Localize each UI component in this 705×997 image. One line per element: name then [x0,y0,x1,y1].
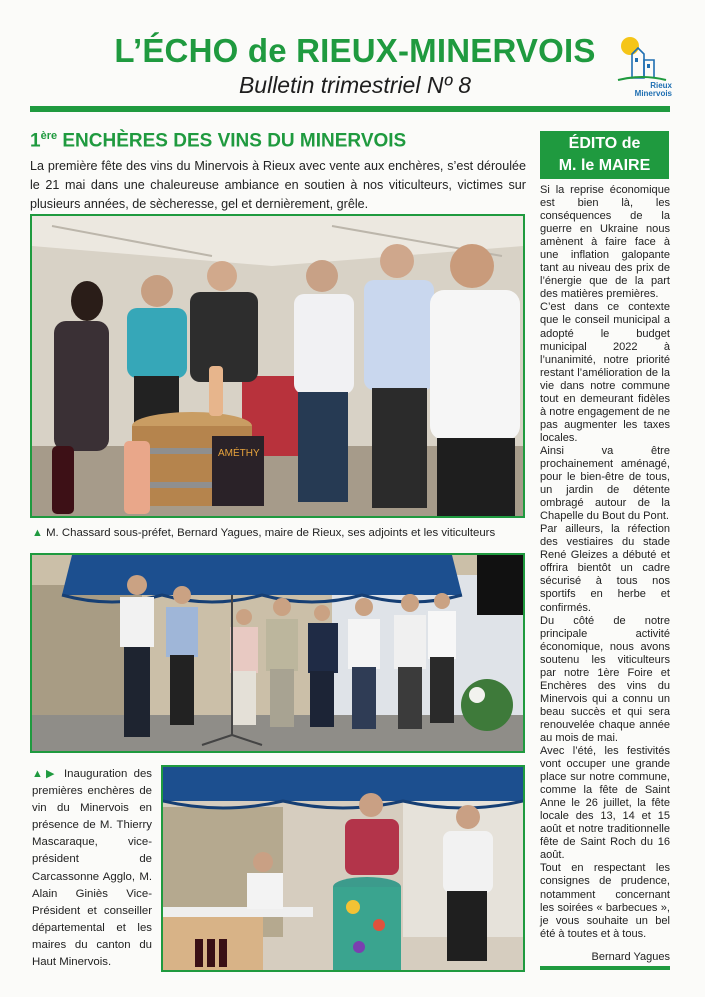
article-intro: La première fête des vins du Minervois à Rieux avec vente aux enchères, s’est déroulée le 21 mai dans une chaleureuse ambiance en soutien à nos viticulteurs, victimes sur plusieurs années, de sècheresse, gel et dernièrement, grêle. [30,159,526,211]
edito-paragraph: Tout en respectant les consignes de prudence, notamment concernant les soirées « barbecues », je vous souhaite un bel été à toutes et à tous. [540,862,670,940]
edito-paragraph: C’est dans ce contexte que le conseil municipal a adopté le budget municipal 2022 à l’unanimité, notre priorité restant l’amélioration de la vie dans notre commune tout en demeurant fidèles à notre engagement de ne pas augmenter les taxes locales. [540,301,670,444]
edito-paragraph: Par ailleurs, la réfection des vestiaires du stade René Gleizes a débuté et offrira bientôt un cadre sécurisé à tous nos sportifs en herbe et confirmés. [540,523,670,614]
photo-tasting-under-tent [30,214,525,518]
photo-speaker-barrel [161,765,525,972]
article-headline [30,130,530,152]
headline-number: 1 [30,130,41,152]
newsletter-subtitle: Bulletin trimestriel Nº 8 [238,72,472,98]
logo-text-line1: Rieux [650,81,672,90]
header-divider [30,106,670,112]
speaker-scene-illustration [163,767,523,970]
photo1-caption [32,525,527,541]
edito-title-line2: M. le MAIRE [558,157,651,174]
headline-superscript: ère [40,130,58,142]
edito-body [540,184,670,941]
triangle-up-icon: ▲ [32,527,43,539]
edito-header [540,131,669,179]
edito-bottom-divider [540,966,670,970]
edito-paragraph: Si la reprise économique est bien là, les conséquences de la guerre en Ukraine nous amènent à faire face à une inflation galopante tant au niveau des prix de l’énergie que de la part des matières premières. [540,184,670,301]
logo-text-line2: Minervois [634,89,672,98]
edito-paragraph: Du côté de notre principale activité économique, nous avons soutenu les viticulteurs par notre 1ère Foire et Enchères des vins du Minervois qui a connu un beau succès et qui sera renouvelée chaque année au mois de mai. [540,614,670,744]
photo2-caption-text: Inauguration des premières enchères de vin du Minervois en présence de M. Thierry Mascaraque, vice-président de Carcassonne Agglo, M. Alain Giniès Vice-Président et conseiller départemental et les maires du canton du Haut Minervois. [32,768,152,969]
photo2-caption [32,766,152,971]
tasting-scene-illustration [32,216,523,516]
photo1-caption-text: M. Chassard sous-préfet, Bernard Yagues, maire de Rieux, ses adjoints et les viticulteurs [46,527,496,539]
edito-title-line1: ÉDITO de [568,135,641,152]
photo-inauguration-lineup [30,553,525,753]
headline-text: ENCHÈRES DES VINS DU MINERVOIS [57,130,407,152]
newsletter-title: L’ÉCHO de RIEUX-MINERVOIS [114,32,596,69]
triangle-up-right-icon: ▲▶ [32,768,58,780]
barrel-sign-text: AMÉTHY [218,448,260,459]
edito-paragraph: Ainsi va être prochainement aménagé, pour le bien-être de tous, un jardin de détente ombragé autour de la Chapelle du Bout du Pont. [540,444,670,523]
lineup-scene-illustration [32,555,523,751]
logo-text [614,82,672,98]
edito-paragraph: Avec l’été, les festivités vont occuper une grande place sur notre commune, comme la fête de Saint Anne le 26 juillet, la fête locale des 13, 14 et 15 août et notre traditionnelle fête de Saint Roch du 16 août. [540,745,670,862]
mayor-signature: Bernard Yagues [591,951,670,963]
